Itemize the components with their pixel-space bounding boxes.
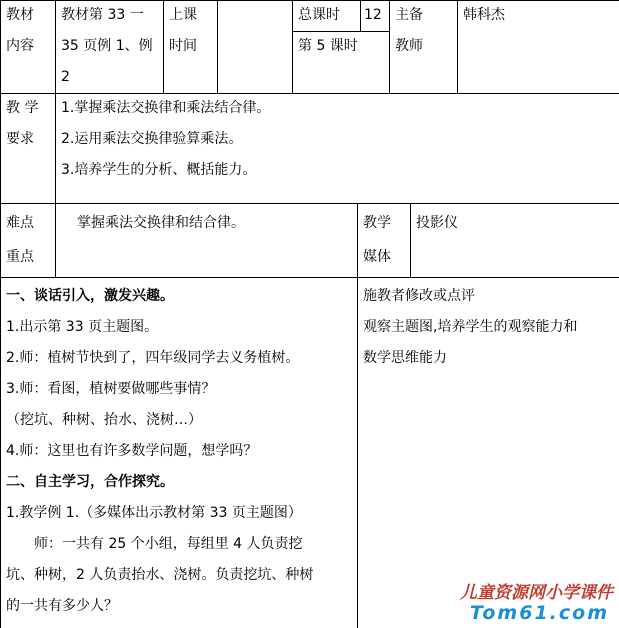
notes-line: 施教者修改或点评 <box>363 288 475 304</box>
total-hours-value: 12 <box>364 7 382 23</box>
material-label: 教材 内容 <box>6 7 34 54</box>
material-value: 教材第 33 一 35 页例 1、例 2 <box>61 7 153 85</box>
process-line: 3.师：看图，植树要做哪些事情？ <box>6 381 216 397</box>
process-line: （挖坑、种树、抬水、浇树…） <box>6 412 202 428</box>
class-time-label: 上课 时间 <box>169 7 197 54</box>
requirement-item: 1.掌握乘法交换律和乘法结合律。 <box>61 100 271 116</box>
media-value: 投影仪 <box>416 215 458 231</box>
process-line: 2.师：植树节快到了，四年级同学去义务植树。 <box>6 350 300 366</box>
section-heading: 一、谈话引入，激发兴趣。 <box>6 288 174 304</box>
teacher-label: 主备 教师 <box>395 7 423 54</box>
site-watermark <box>392 574 619 628</box>
key-points-label: 难点 重点 <box>6 215 34 265</box>
watermark-logo: Tom61.com <box>469 602 609 624</box>
process-line: 师：一共有 25 个小组，每组里 4 人负责挖 <box>6 536 303 552</box>
requirements-label: 教 学 要求 <box>6 100 39 147</box>
process-line: 1.教学例 1.（多媒体出示教材第 33 页主题图） <box>6 505 302 521</box>
media-label: 教学 媒体 <box>363 215 391 265</box>
section-heading: 二、自主学习，合作探究。 <box>6 474 174 490</box>
session-number: 第 5 课时 <box>298 38 358 54</box>
teacher-name: 韩科杰 <box>463 7 505 23</box>
requirements-list <box>55 93 619 186</box>
process-line: 4.师：这里也有许多数学问题，想学吗？ <box>6 443 258 459</box>
process-line: 坑、种树，2 人负责抬水、浇树。负责挖坑、种树 <box>6 567 314 583</box>
watermark-title: 儿童资源网小学课件 <box>460 583 613 603</box>
requirement-item: 3.培养学生的分析、概括能力。 <box>61 162 257 178</box>
notes-line: 观察主题图,培养学生的观察能力和 <box>363 319 578 335</box>
process-line: 1.出示第 33 页主题图。 <box>6 319 159 335</box>
requirement-item: 2.运用乘法交换律验算乘法。 <box>61 131 243 147</box>
key-points-text: 掌握乘法交换律和结合律。 <box>77 215 245 231</box>
process-line: 的一共有多少人？ <box>6 598 118 614</box>
process-content <box>0 281 357 622</box>
notes-line: 数学思维能力 <box>363 350 447 366</box>
total-hours-label: 总课时 <box>298 7 340 23</box>
process-notes <box>357 281 619 374</box>
